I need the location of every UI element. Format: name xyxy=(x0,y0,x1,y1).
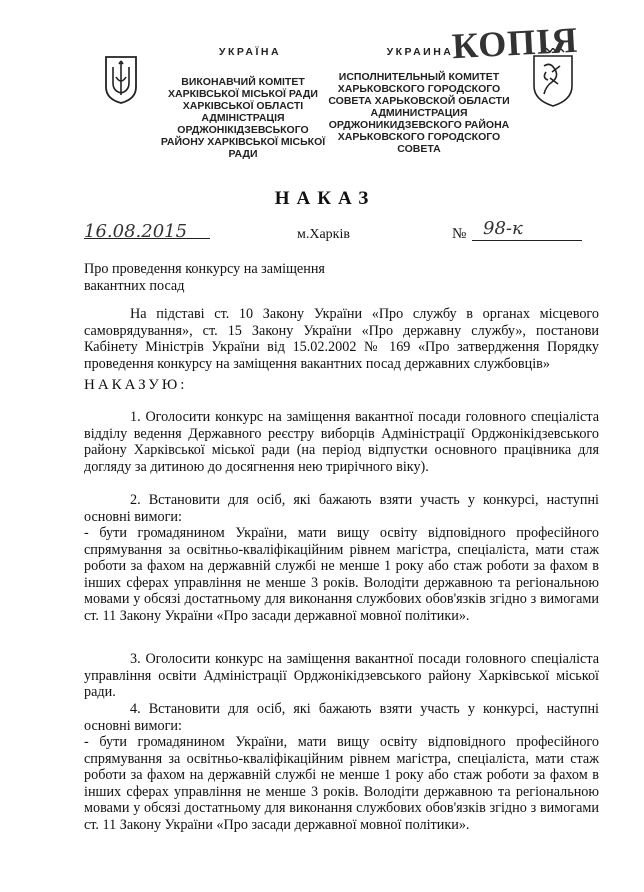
number-underline xyxy=(472,240,582,241)
order-heading: НАКАЗУЮ: xyxy=(84,377,188,393)
header-right-country: УКРАИНА xyxy=(386,46,454,58)
document-city: м.Харків xyxy=(297,227,350,242)
preamble-paragraph: На підставі ст. 10 Закону України «Про службу в органах місцевого самоврядування», ст. 15 Закону України «Про державну службу», постанови Кабінету Міністрів України від 15.02.2002 № 169 «Про затвердження Порядку проведення конкурсу на заміщення вакантних посад державних службовців» xyxy=(84,306,599,372)
item-2-requirements: - бути громадянином України, мати вищу освіту відповідного професійного спрямування за освітньо-кваліфікаційним рівнем магістра, спеціаліста, мати стаж роботи за фахом на державній службі не менше 1 року або стаж роботи за фахом в інших сферах управління не менше 3 років. Володіти державною та регіональною мовами у обсязі достатньому для виконання службових обов'язків згідно з вимогами ст. 11 Закону України «Про засади державної мовної політики». xyxy=(84,525,599,624)
document-title: НАКАЗ xyxy=(274,188,376,209)
date-underline xyxy=(84,238,210,239)
document-number: 98-к xyxy=(483,218,523,239)
item-2-paragraph: 2. Встановити для осіб, які бажають взяти участь у конкурсі, наступні основні вимоги: xyxy=(84,492,599,525)
document-subject: Про проведення конкурсу на заміщення вакантних посад xyxy=(84,261,325,294)
document-date: 16.08.2015 xyxy=(84,221,188,242)
header-right-authority: ИСПОЛНИТЕЛЬНЫЙ КОМИТЕТ ХАРЬКОВСКОГО ГОРОДСКОГО СОВЕТА ХАРЬКОВСКОЙ ОБЛАСТИ АДМИНИСТРАЦИЯ ОРДЖОНИКИДЗЕВСКОГО РАЙОНА ХАРЬКОВСКОГО ГОРОДСКОГО СОВЕТА xyxy=(328,71,510,155)
item-3-paragraph: 3. Оголосити конкурс на заміщення вакантної посади головного спеціаліста управління освіти Адміністрації Орджонікідзевського району Харківської міської ради. xyxy=(84,651,599,701)
item-4-requirements: - бути громадянином України, мати вищу освіту відповідного професійного спрямування за освітньо-кваліфікаційним рівнем магістра, спеціаліста, мати стаж роботи за фахом на державній службі не менше 1 року або стаж роботи за фахом в інших сферах управління не менше 3 років. Володіти державною та регіональною мовами у обсязі достатньому для виконання службових обов'язків згідно з вимогами ст. 11 Закону України «Про засади державної мовної політики». xyxy=(84,734,599,833)
item-4-paragraph: 4. Встановити для осіб, які бажають взяти участь у конкурсі, наступні основні вимоги: xyxy=(84,701,599,734)
item-1-paragraph: 1. Оголосити конкурс на заміщення вакантної посади головного спеціаліста відділу ведення Державного реєстру виборців Адміністрації Орджонікідзевського району Харківської міської ради (на період відпустки основного працівника для догляду за дитиною до досягнення нею трирічного віку). xyxy=(84,409,599,475)
header-left-country: УКРАЇНА xyxy=(218,46,282,58)
trident-emblem-icon xyxy=(104,55,138,105)
header-left-authority: ВИКОНАВЧИЙ КОМІТЕТ ХАРКІВСЬКОЇ МІСЬКОЇ РАДИ ХАРКІВСЬКОЇ ОБЛАСТІ АДМІНІСТРАЦІЯ ОРДЖОНІКІДЗЕВСЬКОГО РАЙОНУ ХАРКІВСЬКОЇ МІСЬКОЇ РАДИ xyxy=(160,76,326,160)
number-sign: № xyxy=(452,226,467,242)
copy-stamp: КОПІЯ xyxy=(451,19,580,67)
